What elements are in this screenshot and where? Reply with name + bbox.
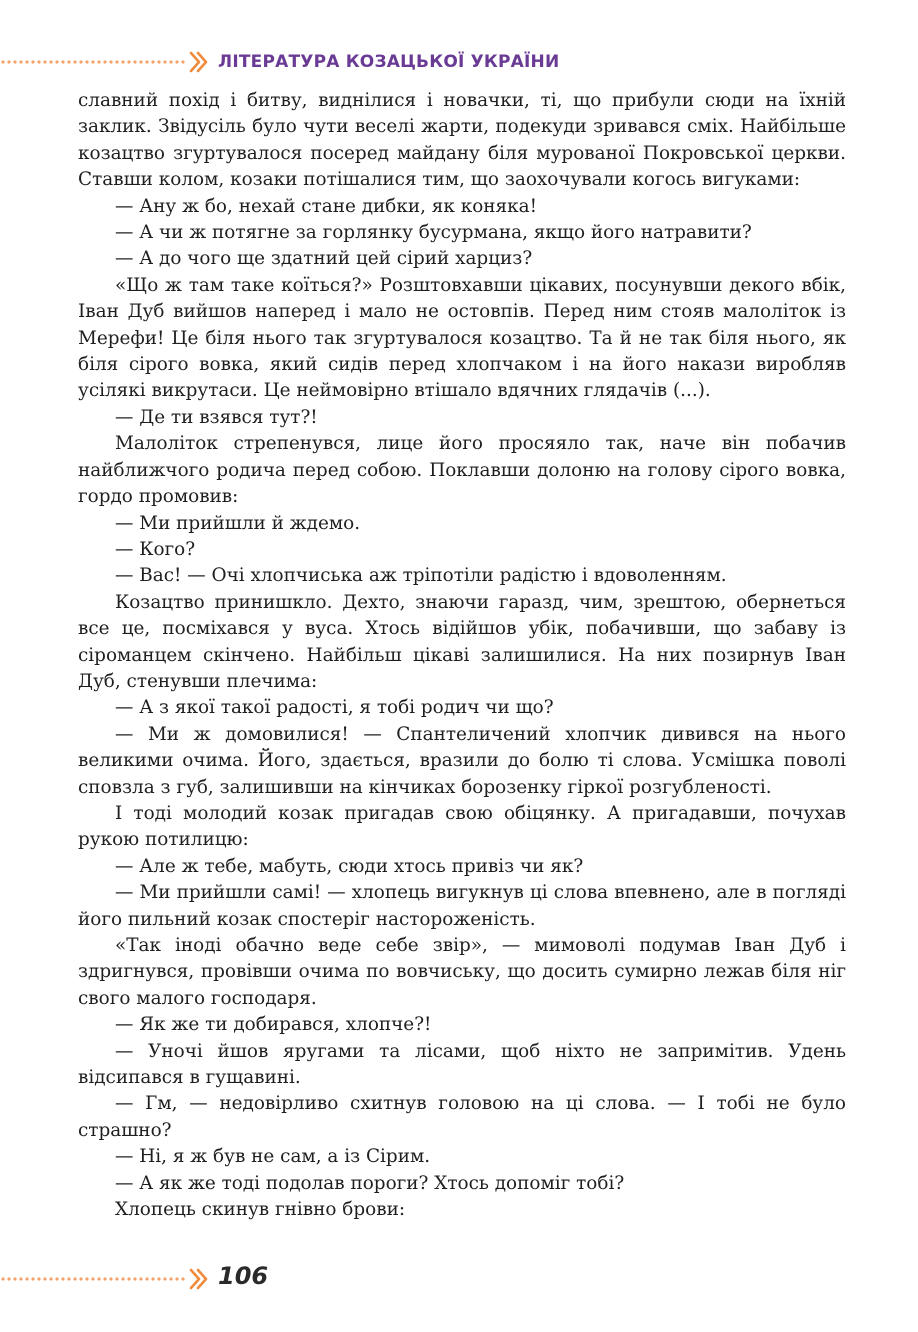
paragraph: — А з якої такої радості, я тобі родич чи що? xyxy=(115,697,554,719)
paragraph: — А чи ж потягне за горлянку бусурмана, якщо його натравити? xyxy=(115,222,752,244)
paragraph: Малоліток стрепенувся, лице його просяяло так, наче він побачив найближчого родича перед собою. Поклавши долоню на голову сірого вовка, гордо промовив: xyxy=(78,433,846,508)
paragraph: славний похід і битву, виднілися і новачки, ті, що прибули сюди на їхній заклик. Звідусіль було чути веселі жарти, подекуди зривався сміх. Найбільше козацтво згуртувалося посеред майдану біля мурованої Покровської церкви. Ставши колом, козаки потішалися тим, що заохочували когось вигуками: xyxy=(78,90,846,191)
footer-dotted-line xyxy=(0,1274,186,1284)
paragraph: — Ми прийшли й ждемо. xyxy=(115,512,361,534)
paragraph: — Ми ж домовилися! — Спантеличений хлопчик дивився на нього великими очима. Його, здається, вразили до болю ті слова. Усмішка поволі сповзла з губ, залишивши на кінчиках борозенку гіркої розгубленості. xyxy=(78,723,846,798)
paragraph: — Кого? xyxy=(115,538,196,560)
paragraph: — Ану ж бо, нехай стане дибки, як коняка! xyxy=(115,195,538,217)
paragraph: — Уночі йшов яругами та лісами, щоб ніхто не запримітив. Удень відсипався в гущавині. xyxy=(78,1040,846,1089)
paragraph: Козацтво принишкло. Дехто, знаючи гаразд, чим, зрештою, обернеться все це, посміхався у вуса. Хтось відійшов убік, побачивши, що забаву із сіроманцем скінчено. Найбільш цікаві залишилися. На них позирнув Іван Дуб, стенувши плечима: xyxy=(78,591,846,692)
header-dotted-line xyxy=(0,57,186,67)
page-number: 106 xyxy=(218,1262,269,1290)
footer-chevron-icon xyxy=(188,1267,210,1291)
paragraph: «Так іноді обачно веде себе звір», — мимоволі подумав Іван Дуб і здригнувся, провівши очима по вовчиську, що досить сумирно лежав біля ніг свого малого господаря. xyxy=(78,935,846,1009)
section-title: ЛІТЕРАТУРА КОЗАЦЬКОЇ УКРАЇНИ xyxy=(218,52,560,72)
paragraph: — Ми прийшли самі! — хлопець вигукнув ці слова впевнено, але в погляді його пильний козак спостеріг настороженість. xyxy=(78,882,846,930)
paragraph: — Але ж тебе, мабуть, сюди хтось привіз чи як? xyxy=(115,855,584,877)
paragraph: — А до чого ще здатний цей сірий харциз? xyxy=(115,248,533,270)
paragraph: — Гм, — недовірливо схитнув головою на ці слова. — І тобі не було страшно? xyxy=(78,1093,846,1141)
paragraph: — Як же ти добирався, хлопче?! xyxy=(115,1014,432,1036)
paragraph: І тоді молодий козак пригадав свою обіцянку. А пригадавши, почухав рукою потилицю: xyxy=(78,802,846,851)
header-chevron-icon xyxy=(188,50,210,74)
paragraph: — А як же тоді подолав пороги? Хтось допоміг тобі? xyxy=(115,1172,625,1194)
paragraph: Хлопець скинув гнівно брови: xyxy=(115,1199,406,1221)
paragraph: — Де ти взявся тут?! xyxy=(115,406,318,428)
paragraph: «Що ж там таке коїться?» Розштовхавши цікавих, посунувши декого вбік, Іван Дуб вийшов наперед і мало не остовпів. Перед ним стояв малоліток із Мерефи! Це біля нього так згуртувалося козацтво. Та й не так біля нього, як біля сірого вовка, який сидів перед хлопчаком і на його накази виробляв усілякі викрутаси. Це неймовірно втішало вдячних глядачів (...). xyxy=(78,274,846,402)
paragraph: — Ні, я ж був не сам, а із Сірим. xyxy=(115,1146,431,1168)
paragraph: — Вас! — Очі хлопчиська аж тріпотіли радістю і вдоволенням. xyxy=(115,565,727,587)
body-text xyxy=(78,88,846,1223)
